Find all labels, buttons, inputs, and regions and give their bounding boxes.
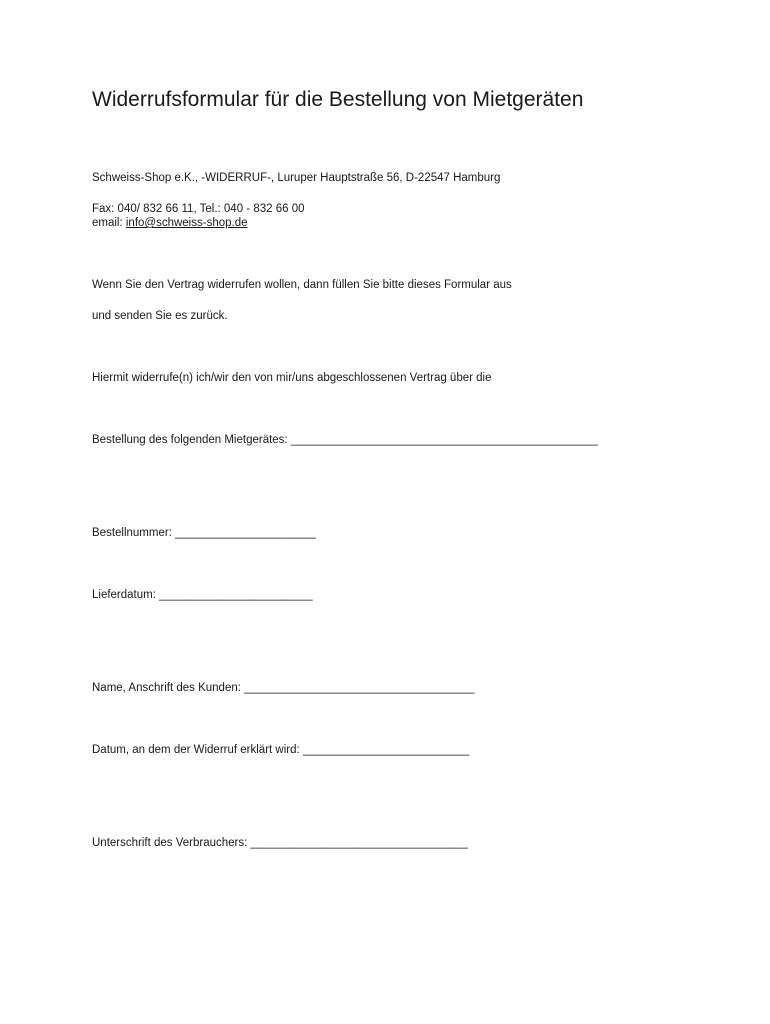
page-title: Widerrufsformular für die Bestellung von Mietgeräten xyxy=(92,88,584,111)
email-row xyxy=(92,216,248,230)
order-item-blank[interactable]: ________________________________________________ xyxy=(290,434,598,446)
intro-text-line-2: und senden Sie es zurück. xyxy=(92,310,228,322)
revocation-statement: Hiermit widerrufe(n) ich/wir den von mir/uns abgeschlossenen Vertrag über die xyxy=(92,372,492,384)
order-item-field xyxy=(92,433,598,447)
delivery-date-blank[interactable]: ________________________ xyxy=(159,589,313,601)
signature-label: Unterschrift des Verbrauchers: xyxy=(92,837,251,849)
delivery-date-field xyxy=(92,588,313,602)
customer-blank[interactable]: ____________________________________ xyxy=(244,682,475,694)
email-link[interactable]: info@schweiss-shop.de xyxy=(125,217,248,229)
contact-numbers: Fax: 040/ 832 66 11, Tel.: 040 - 832 66 00 xyxy=(92,203,305,215)
revocation-date-blank[interactable]: __________________________ xyxy=(302,744,470,756)
order-item-label: Bestellung des folgenden Mietgerätes: xyxy=(92,434,291,446)
revocation-date-label: Datum, an dem der Widerruf erklärt wird: xyxy=(92,744,303,756)
order-number-blank[interactable]: ______________________ xyxy=(175,527,316,539)
customer-label: Name, Anschrift des Kunden: xyxy=(92,682,245,694)
company-address: Schweiss-Shop e.K., -WIDERRUF-, Luruper Hauptstraße 56, D-22547 Hamburg xyxy=(92,172,501,184)
intro-text-line-1: Wenn Sie den Vertrag widerrufen wollen, dann füllen Sie bitte dieses Formular aus xyxy=(92,279,512,291)
signature-blank[interactable]: __________________________________ xyxy=(250,837,468,849)
delivery-date-label: Lieferdatum: xyxy=(92,589,160,601)
order-number-field xyxy=(92,526,316,540)
order-number-label: Bestellnummer: xyxy=(92,527,176,539)
customer-field xyxy=(92,681,474,695)
signature-field xyxy=(92,836,468,850)
email-label: email: xyxy=(92,217,126,229)
revocation-date-field xyxy=(92,743,469,757)
